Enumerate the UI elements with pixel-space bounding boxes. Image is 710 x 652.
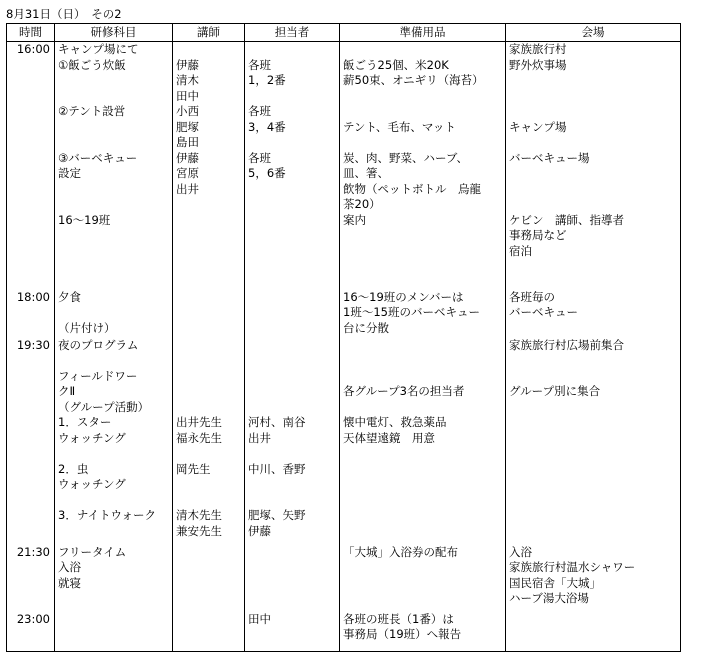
header-time: 時間: [7, 24, 55, 42]
supplies-cell: 16～19班のメンバーは 1班～15班のバーベキュー 台に分散: [343, 289, 480, 335]
time-cell: 18:00: [16, 289, 50, 304]
time-cell: 21:30: [16, 544, 50, 559]
header-lecturer: 講師: [173, 24, 245, 42]
table-row: [7, 612, 681, 652]
staff-cell: 河村、南谷 出井 中川、香野 肥塚、矢野 伊藤: [248, 415, 306, 538]
venue-cell: 各班毎の バーベキュー: [509, 289, 578, 319]
lecturer-cell: 出井先生 福永先生 岡先生 清木先生 兼安先生: [176, 415, 222, 538]
subject-cell: キャンプ場にて ①飯ごう炊飯 ②テント設営 ③バーベキュー 設定 16～19班: [58, 42, 139, 227]
staff-cell: 田中: [248, 611, 271, 626]
supplies-cell: 飯ごう25個、米20K 薪50束、オニギリ（海苔） テント、毛布、マット 炭、肉、野菜、ハーブ、 皿、箸、 飲物（ペットボトル 烏龍 茶20） 案内: [343, 57, 484, 227]
supplies-cell: 各班の班長（1番）は 事務局（19班）へ報告: [343, 611, 462, 641]
table-row: [7, 290, 681, 338]
venue-cell: 入浴 家族旅行村温水シャワー 国民宿舎「大城」 ハーブ湯大浴場: [509, 544, 636, 605]
subject-cell: 夜のプログラム フィールドワー クⅡ （グループ活動） 1．スター ウォッチング 2．虫 ウォッチング 3．ナイトウォーク: [58, 337, 157, 522]
subject-cell: フリータイム 入浴 就寝: [58, 544, 127, 590]
time-cell: 19:30: [16, 337, 50, 352]
lecturer-cell: 伊藤 清木 田中 小西 肥塚 島田 伊藤 宮原 出井: [176, 57, 199, 196]
header-venue: 会場: [506, 24, 681, 42]
time-cell: 16:00: [16, 42, 50, 56]
venue-cell: 家族旅行村 野外炊事場 キャンプ場 バーベキュー場 ケビン 講師、指導者 事務局など 宿泊: [509, 42, 624, 258]
header-subject: 研修科目: [55, 24, 173, 42]
supplies-cell: 各グループ3名の担当者 懐中電灯、救急薬品 天体望遠鏡 用意: [343, 384, 465, 445]
schedule-table: [6, 23, 681, 652]
venue-cell: 家族旅行村広場前集合 グループ別に集合: [509, 337, 624, 398]
table-row: [7, 338, 681, 545]
page-title: 8月31日（日） その2: [6, 7, 122, 21]
header-staff: 担当者: [245, 24, 340, 42]
header-supplies: 準備用品: [340, 24, 506, 42]
time-cell: 23:00: [16, 611, 50, 626]
table-row: [7, 545, 681, 612]
header-row: [7, 24, 681, 42]
table-row: [7, 42, 681, 290]
staff-cell: 各班 1，2番 各班 3，4番 各班 5，6番: [248, 57, 286, 180]
subject-cell: 夕食 （片付け）: [58, 289, 116, 335]
supplies-cell: 「大城」入浴券の配布: [343, 544, 458, 559]
